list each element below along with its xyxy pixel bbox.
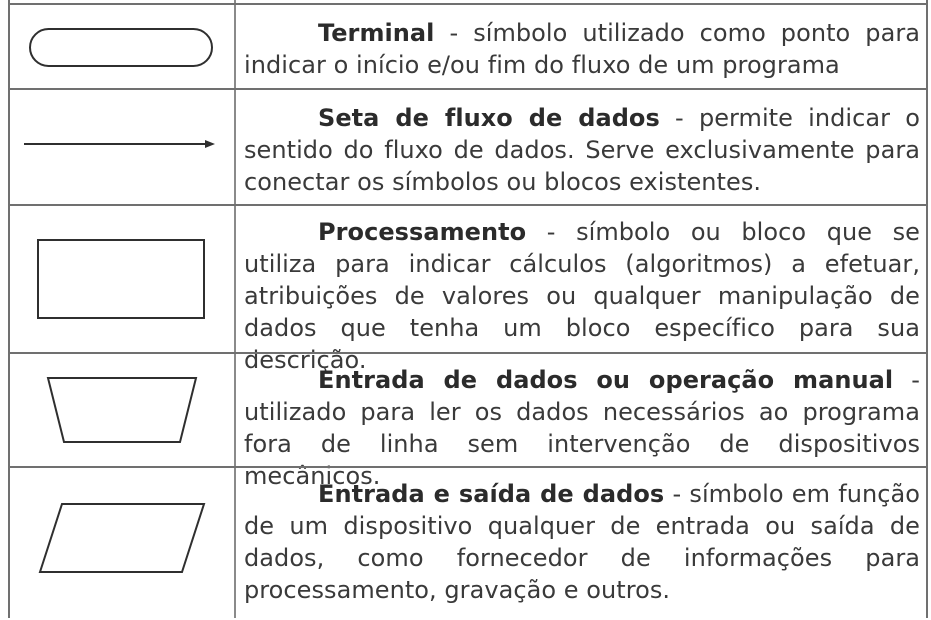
description-cell [244,5,920,88]
symbol-description [244,478,920,606]
symbol-name: Seta de fluxo de dados [318,104,660,132]
table-row-terminal [8,3,928,88]
separator: - [526,218,577,246]
table-row-manual-operation [8,352,928,490]
description-text: símbolo utilizado como ponto para indicar o início e/ou fim do fluxo de um programa [244,19,921,79]
manual-operation-trapezoid-icon [10,354,234,468]
symbol-cell [10,206,234,352]
description-text: símbolo ou bloco que se utiliza para indicar cálculos (algoritmos) a efetuar, atribuições de valores ou qualquer manipulação de dados que tenha um bloco específico para sua descrição. [244,218,921,374]
symbol-name: Terminal [318,19,435,47]
symbol-name: Entrada e saída de dados [318,480,665,508]
description-cell [244,354,920,490]
description-text: permite indicar o sentido do fluxo de dados. Serve exclusivamente para conectar os símbolos ou blocos existentes. [244,104,920,196]
symbol-cell [10,468,234,618]
input-output-parallelogram-icon [10,468,234,620]
separator: - [434,19,474,47]
symbol-description [244,17,920,81]
symbol-name: Processamento [318,218,527,246]
table-row-process [8,204,928,374]
description-text: utilizado para ler os dados necessários ao programa fora de linha sem intervenção de dispositivos mecânicos. [244,398,920,490]
description-cell [244,90,920,204]
symbol-cell [10,5,234,88]
symbol-name: Entrada de dados ou operação manual [318,366,894,394]
description-cell [244,206,921,374]
separator: - [659,104,699,132]
process-rectangle-icon [10,206,234,354]
symbol-description [244,102,920,198]
table-row-data-flow [8,88,928,204]
separator: - [893,366,920,394]
description-cell [244,468,920,618]
symbol-cell [10,354,234,466]
symbol-cell [10,90,234,204]
table-row-input-output [8,466,928,618]
separator: - [664,480,690,508]
terminal-symbol-icon [10,5,234,90]
data-flow-arrow-icon [10,90,234,206]
description-text: símbolo em função de um dispositivo qualquer de entrada ou saída de dados, como fornecedor de informações para processamento, gravação e outros. [244,480,920,604]
flowchart-symbols-table [8,0,928,618]
